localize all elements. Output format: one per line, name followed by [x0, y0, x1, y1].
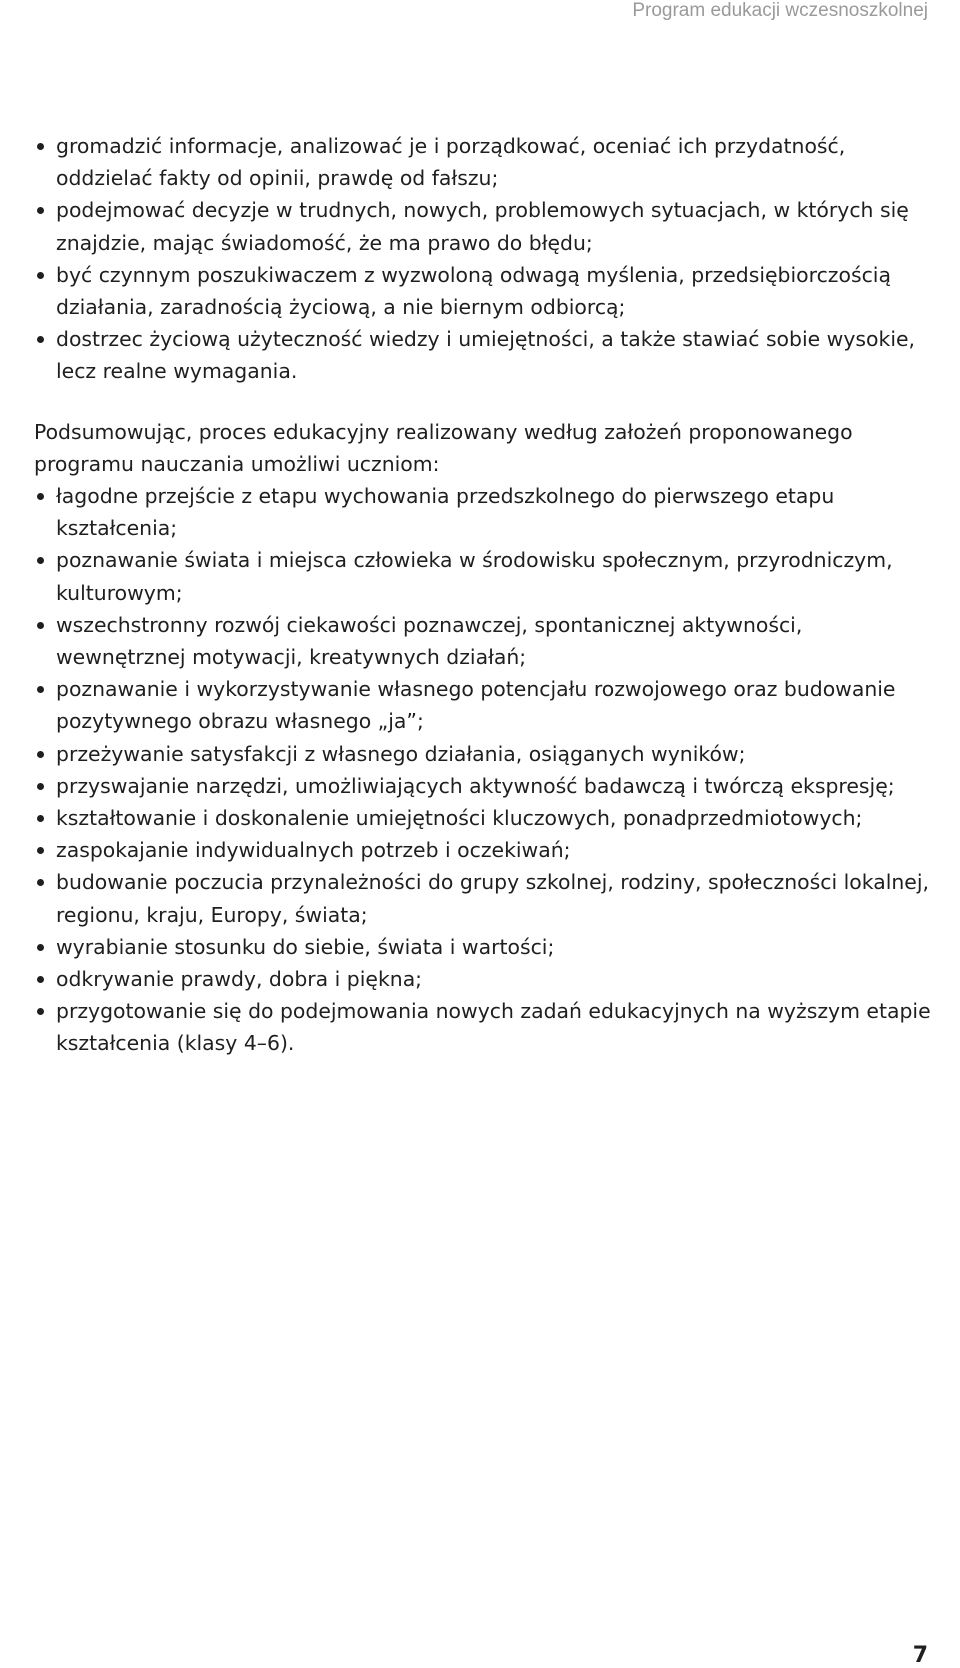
list-item [34, 544, 934, 608]
bullet-list-outcomes [34, 480, 934, 1060]
list-item [34, 802, 934, 834]
bullet-icon [37, 272, 44, 279]
bullet-icon [37, 622, 44, 629]
list-item [34, 963, 934, 995]
list-item-text: przygotowanie się do podejmowania nowych zadań edukacyjnych na wyższym etapie kształcenia (klasy 4–6). [56, 999, 931, 1056]
summary-paragraph: Podsumowując, proces edukacyjny realizowany według założeń proponowanego programu nauczania umożliwi uczniom: [34, 419, 853, 476]
list-item [34, 866, 934, 930]
list-item-text: poznawanie świata i miejsca człowieka w środowisku społecznym, przyrodniczym, kulturowym; [56, 548, 893, 605]
list-item-text: gromadzić informacje, analizować je i porządkować, oceniać ich przydatność, oddzielać fakty od opinii, prawdę od fałszu; [56, 134, 846, 191]
list-item [34, 480, 934, 544]
list-item-text: dostrzec życiową użyteczność wiedzy i umiejętności, a także stawiać sobie wysokie, lecz realne wymagania. [56, 327, 916, 384]
list-item [34, 323, 934, 387]
list-item [34, 194, 934, 258]
bullet-icon [37, 879, 44, 886]
list-item-text: kształtowanie i doskonalenie umiejętności kluczowych, ponadprzedmiotowych; [56, 806, 863, 831]
page-body [34, 130, 934, 1060]
list-item [34, 995, 934, 1059]
list-item-text: odkrywanie prawdy, dobra i piękna; [56, 967, 423, 992]
list-item-text: przyswajanie narzędzi, umożliwiających aktywność badawczą i twórczą ekspresję; [56, 773, 895, 798]
list-item [34, 673, 934, 737]
page-number: 7 [912, 1643, 928, 1668]
bullet-icon [37, 686, 44, 693]
bullet-icon [37, 336, 44, 343]
bullet-icon [37, 493, 44, 500]
bullet-icon [37, 783, 44, 790]
list-item [34, 738, 934, 770]
list-item-text: poznawanie i wykorzystywanie własnego potencjału rozwojowego oraz budowanie pozytywnego obrazu własnego „ja”; [56, 677, 896, 734]
list-item-text: łagodne przejście z etapu wychowania przedszkolnego do pierwszego etapu kształcenia; [56, 484, 835, 541]
list-item [34, 834, 934, 866]
bullet-icon [37, 143, 44, 150]
list-item [34, 770, 934, 802]
list-item-text: być czynnym poszukiwaczem z wyzwoloną odwagą myślenia, przedsiębiorczością działania, zaradnością życiową, a nie biernym odbiorcą; [56, 262, 891, 320]
running-header: Program edukacji wczesnoszkolnej [632, 0, 928, 21]
bullet-icon [37, 1008, 44, 1015]
list-item [34, 931, 934, 963]
list-item-text: przeżywanie satysfakcji z własnego działania, osiąganych wyników; [56, 741, 746, 766]
bullet-list-skills [34, 130, 934, 388]
list-item-text: budowanie poczucia przynależności do grupy szkolnej, rodziny, społeczności lokalnej, regionu, kraju, Europy, świata; [56, 870, 929, 927]
list-item-text: wyrabianie stosunku do siebie, świata i wartości; [56, 934, 555, 959]
bullet-icon [37, 976, 44, 983]
list-item-text: podejmować decyzje w trudnych, nowych, problemowych sytuacjach, w których się znajdzie, mając świadomość, że ma prawo do błędu; [56, 198, 909, 255]
bullet-icon [37, 944, 44, 951]
bullet-icon [37, 847, 44, 854]
bullet-icon [37, 557, 44, 564]
bullet-icon [37, 751, 44, 758]
bullet-icon [37, 207, 44, 214]
list-item [34, 130, 934, 194]
list-item [34, 259, 934, 323]
list-item-text: zaspokajanie indywidualnych potrzeb i oczekiwań; [56, 838, 571, 863]
list-item [34, 609, 934, 673]
bullet-icon [37, 815, 44, 822]
list-item-text: wszechstronny rozwój ciekawości poznawczej, spontanicznej aktywności, wewnętrznej motywacji, kreatywnych działań; [56, 612, 803, 670]
